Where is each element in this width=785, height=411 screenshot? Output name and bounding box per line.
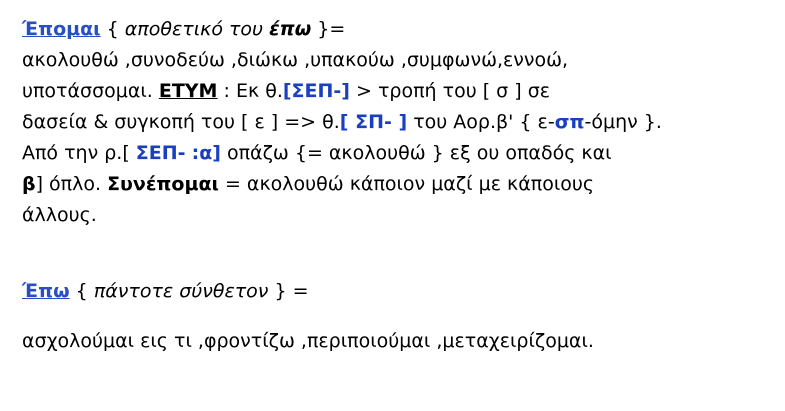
entry1-line4-c: -όμην }.: [584, 111, 662, 133]
entry2-line-2: [22, 326, 775, 357]
entry1-brace-close: }=: [317, 18, 346, 40]
entry1-line-4: [22, 107, 775, 138]
entry1-marker-beta: β: [22, 173, 36, 195]
entry1-root-sep-1: [ΣΕΠ-]: [282, 80, 350, 102]
entry1-line5-c: οπάζω {= ακολουθώ } εξ ου οπαδός και: [220, 142, 612, 164]
entry1-line4-a: δασεία & συγκοπή του [ ε ] => θ.: [22, 111, 340, 133]
entry2-brace-open: {: [75, 280, 88, 302]
entry1-line-7: [22, 200, 775, 231]
entry2-brace-close: } =: [274, 280, 309, 302]
entry1-gloss-italic-bold: έπω: [269, 18, 312, 40]
entry1-line5-a: Από την ρ.[: [22, 142, 136, 164]
entry1-line6-b: ] όπλο.: [35, 173, 108, 195]
entry1-gloss-italic: αποθετικό του: [124, 18, 270, 40]
entry1-line7: άλλους.: [22, 204, 97, 226]
entry1-root-alpha: :α]: [191, 142, 221, 164]
entry1-compound-headword: Συνέπομαι: [107, 173, 219, 195]
etymology-label: ΕΤΥΜ: [158, 80, 218, 102]
entry1-line-1: [22, 14, 775, 45]
entry1-line-3: [22, 76, 775, 107]
entry1-definitions: ακολουθώ ,συνοδεύω ,διώκω ,υπακούω ,συμφωνώ,εννοώ,: [22, 49, 569, 71]
entry1-line3-a: υποτάσσομαι.: [22, 80, 159, 102]
entry1-root-sep-2: ΣΕΠ-: [135, 142, 186, 164]
entry2-line-1: [22, 276, 775, 307]
entry1-line-5: [22, 138, 775, 169]
entry2-gloss-italic: πάντοτε σύνθετον: [93, 280, 269, 302]
entry1-line3-b: : Εκ θ.: [217, 80, 283, 102]
entry1-root-sp-1: [ ΣΠ- ]: [339, 111, 408, 133]
entry1-headword: Έπομαι: [22, 18, 101, 40]
entry1-line-6: [22, 169, 775, 200]
dictionary-entry-epomai: [22, 14, 775, 231]
entry1-line4-b: του Αορ.β' { ε-: [407, 111, 555, 133]
entry1-line-2: [22, 45, 775, 76]
entry1-root-sp-2: σπ: [554, 111, 585, 133]
entry-separator: [22, 231, 775, 257]
entry1-brace-open: {: [106, 18, 119, 40]
entry2-definitions: ασχολούμαι εις τι ,φροντίζω ,περιποιούμαι ,μεταχειρίζομαι.: [22, 330, 594, 352]
entry1-line3-c: > τροπή του [ σ ] σε: [349, 80, 551, 102]
entry1-line6-c: = ακολουθώ κάποιον μαζί με κάποιους: [218, 173, 595, 195]
entry2-headword: Έπω: [22, 280, 70, 302]
dictionary-entry-epo: [22, 276, 775, 357]
